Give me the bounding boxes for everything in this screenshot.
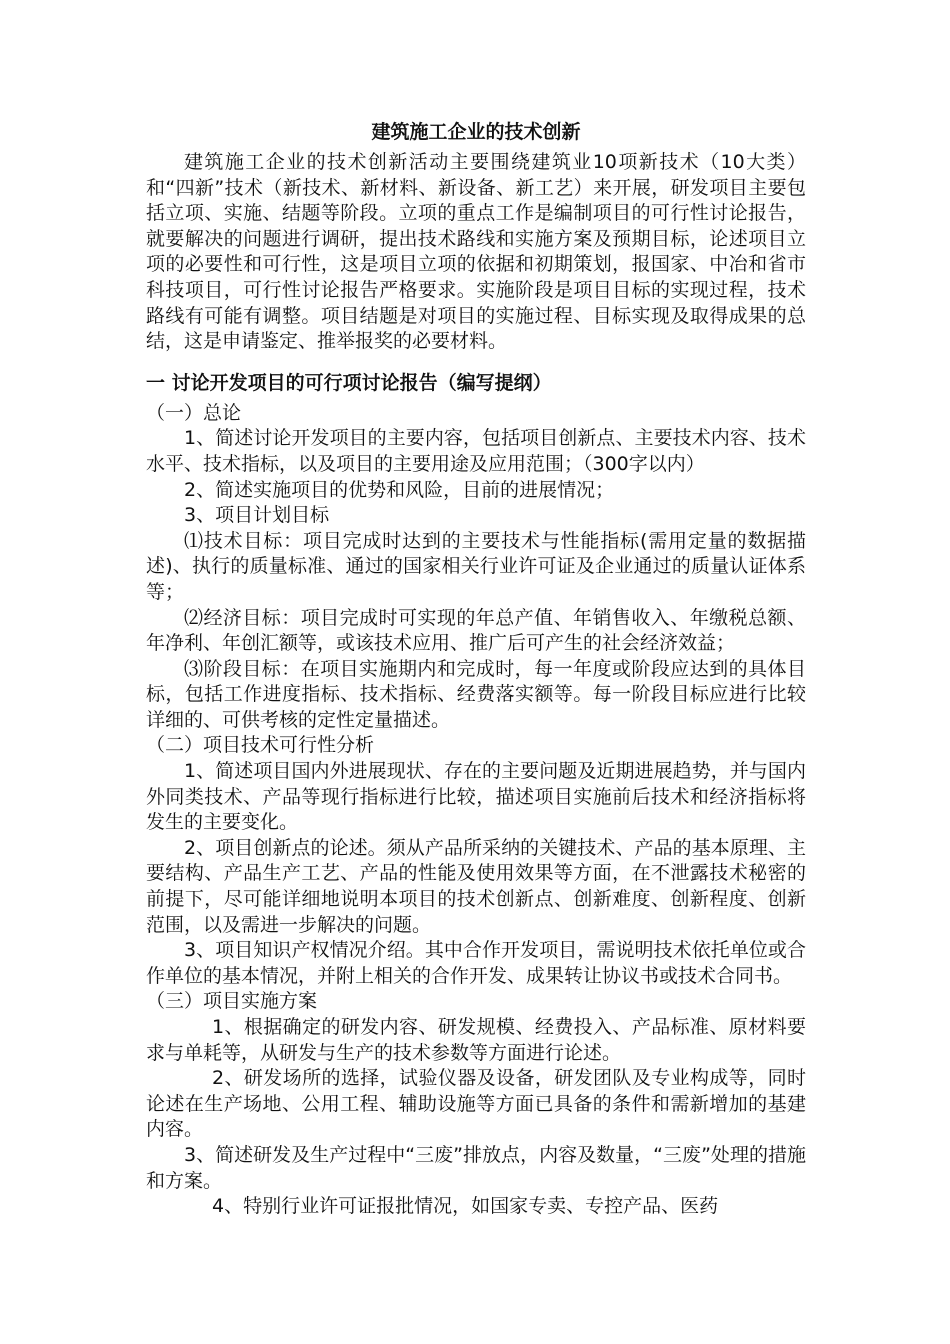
implementation-item-4: 4、特别行业许可证报批情况，如国家专卖、专控产品、医药 bbox=[212, 1195, 719, 1218]
general-item-1: 1、简述讨论开发项目的主要内容，包括项目创新点、主要技术内容、技术水平、技术指标，以及项目的主要用途及应用范围；（300字以内） bbox=[146, 427, 806, 475]
feasibility-item-1: 1、简述项目国内外进展现状、存在的主要问题及近期进展趋势，并与国内外同类技术、产品等现行指标进行比较，描述项目实施前后技术和经济指标将发生的主要变化。 bbox=[146, 760, 806, 834]
feasibility-item-3: 3、项目知识产权情况介绍。其中合作开发项目，需说明技术依托单位或合作单位的基本情况，并附上相关的合作开发、成果转让协议书或技术合同书。 bbox=[146, 939, 806, 987]
technical-goal: ⑴技术目标：项目完成时达到的主要技术与性能指标(需用定量的数据描述)、执行的质量标准、通过的国家相关行业许可证及企业通过的质量认证体系等； bbox=[146, 529, 806, 603]
feasibility-item-2: 2、项目创新点的论述。须从产品所采纳的关键技术、产品的基本原理、主要结构、产品生产工艺、产品的性能及使用效果等方面，在不泄露技术秘密的前提下，尽可能详细地说明本项目的技术创新点、创新难度、创新程度、创新范围，以及需进一步解决的问题。 bbox=[146, 836, 806, 936]
implementation-item-2: 2、研发场所的选择，试验仪器及设备，研发团队及专业构成等，同时论述在生产场地、公用工程、辅助设施等方面已具备的条件和需新增加的基建内容。 bbox=[146, 1067, 806, 1141]
subsection-heading-general: （一）总论 bbox=[146, 401, 242, 424]
section-heading: 一 讨论开发项目的可行项讨论报告（编写提纲） bbox=[146, 371, 552, 394]
stage-goal: ⑶阶段目标：在项目实施期内和完成时，每一年度或阶段应达到的具体目标，包括工作进度指标、技术指标、经费落实额等。每一阶段目标应进行比较详细的、可供考核的定性定量描述。 bbox=[146, 657, 806, 731]
subsection-heading-implementation: （三）项目实施方案 bbox=[146, 990, 318, 1013]
implementation-item-1: 1、根据确定的研发内容、研发规模、经费投入、产品标准、原材料要求与单耗等，从研发与生产的技术参数等方面进行论述。 bbox=[146, 1016, 806, 1064]
implementation-item-3: 3、简述研发及生产过程中“三废”排放点，内容及数量，“三废”处理的措施和方案。 bbox=[146, 1143, 806, 1192]
intro-paragraph: 建筑施工企业的技术创新活动主要围绕建筑业10项新技术（10大类）和“四新”技术（新技术、新材料、新设备、新工艺）来开展，研发项目主要包括立项、实施、结题等阶段。立项的重点工作是编制项目的可行性讨论报告，就要解决的问题进行调研，提出技术路线和实施方案及预期目标，论述项目立项的必要性和可行性，这是项目立项的依据和初期策划，报国家、中冶和省市科技项目，可行性讨论报告严格要求。实施阶段是项目目标的实现过程，技术路线有可能有调整。项目结题是对项目的实施过程、目标实现及取得成果的总结，这是申请鉴定、推举报奖的必要材料。 bbox=[146, 151, 806, 353]
document-page bbox=[146, 118, 806, 1220]
economic-goal: ⑵经济目标：项目完成时可实现的年总产值、年销售收入、年缴税总额、年净利、年创汇额等，或该技术应用、推广后可产生的社会经济效益； bbox=[146, 606, 806, 655]
general-item-3: 3、项目计划目标 bbox=[184, 504, 330, 527]
document-title: 建筑施工企业的技术创新 bbox=[371, 121, 581, 143]
subsection-heading-feasibility: （二）项目技术可行性分析 bbox=[146, 734, 375, 757]
general-item-2: 2、简述实施项目的优势和风险，目前的进展情况； bbox=[184, 478, 615, 501]
